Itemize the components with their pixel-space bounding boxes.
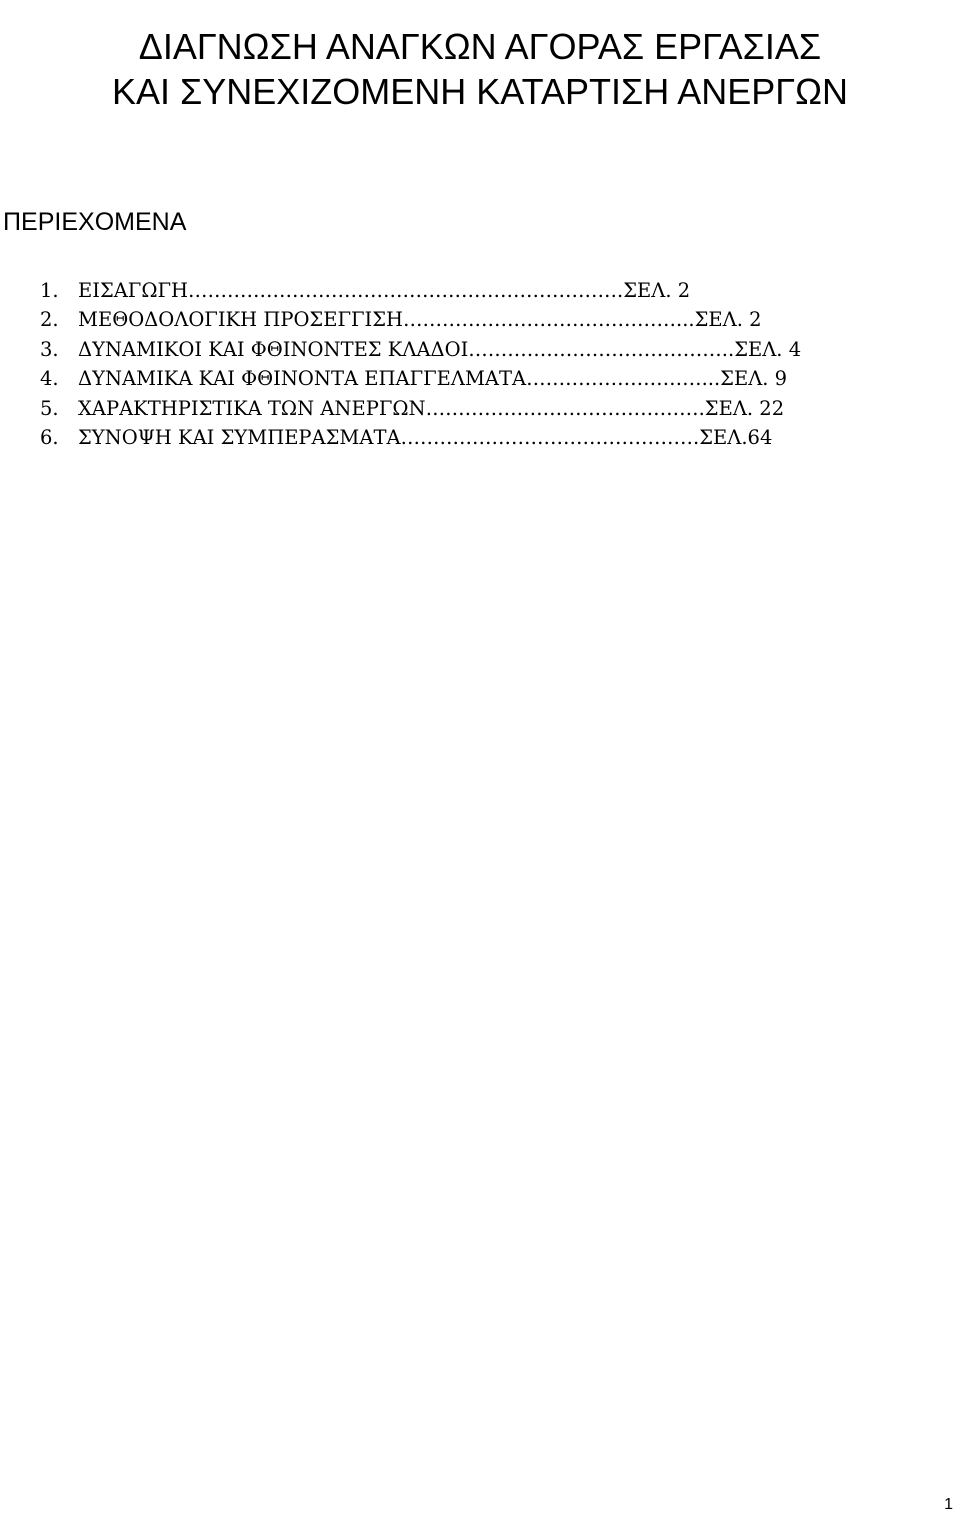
page-number: 1: [944, 1496, 953, 1513]
toc-entry-text: ΧΑΡΑΚΤΗΡΙΣΤΙΚΑ ΤΩΝ ΑΝΕΡΓΩΝ…………………………………….ΣΕΛ. 22: [78, 396, 785, 420]
toc-entry-text: ΣΥΝΟΨΗ ΚΑΙ ΣΥΜΠΕΡΑΣΜΑΤΑ……………………………………….ΣΕΛ.64: [78, 425, 773, 449]
toc-entry-text: ΕΙΣΑΓΩΓΗ………………………………………………………….ΣΕΛ. 2: [78, 279, 691, 302]
table-of-contents: [0, 276, 960, 452]
toc-entry: [0, 364, 960, 393]
toc-entry-number: 5.: [40, 396, 59, 420]
toc-entry-number: 1.: [40, 279, 59, 302]
toc-entry: [0, 276, 960, 305]
toc-heading: ΠΕΡΙΕΧΟΜΕΝΑ: [3, 208, 187, 236]
document-title-line-1: ΔΙΑΓΝΩΣΗ ΑΝΑΓΚΩΝ ΑΓΟΡΑΣ ΕΡΓΑΣΙΑΣ: [138, 26, 822, 68]
toc-entry-number: 2.: [40, 308, 59, 332]
document-title: [0, 24, 960, 114]
toc-entry: [0, 335, 960, 364]
toc-entry: [0, 394, 960, 423]
document-title-line-2: ΚΑΙ ΣΥΝΕΧΙΖΟΜΕΝΗ ΚΑΤΑΡΤΙΣΗ ΑΝΕΡΓΩΝ: [111, 71, 849, 113]
toc-entry: [0, 423, 960, 452]
toc-entry-number: 6.: [40, 425, 59, 449]
toc-entry-text: ΔΥΝΑΜΙΚΟΙ ΚΑΙ ΦΘΙΝΟΝΤΕΣ ΚΛΑΔΟΙ…………………………………..ΣΕΛ. 4: [78, 337, 802, 361]
toc-entry: [0, 305, 960, 334]
toc-entry-text: ΜΕΘΟΔΟΛΟΓΙΚΗ ΠΡΟΣΕΓΓΙΣΗ……………………………………...ΣΕΛ. 2: [78, 308, 762, 332]
toc-entry-number: 3.: [40, 337, 59, 361]
toc-entry-number: 4.: [40, 367, 59, 391]
toc-entry-text: ΔΥΝΑΜΙΚΑ ΚΑΙ ΦΘΙΝΟΝΤΑ ΕΠΑΓΓΕΛΜΑΤΑ………………………...ΣΕΛ. 9: [78, 367, 788, 391]
